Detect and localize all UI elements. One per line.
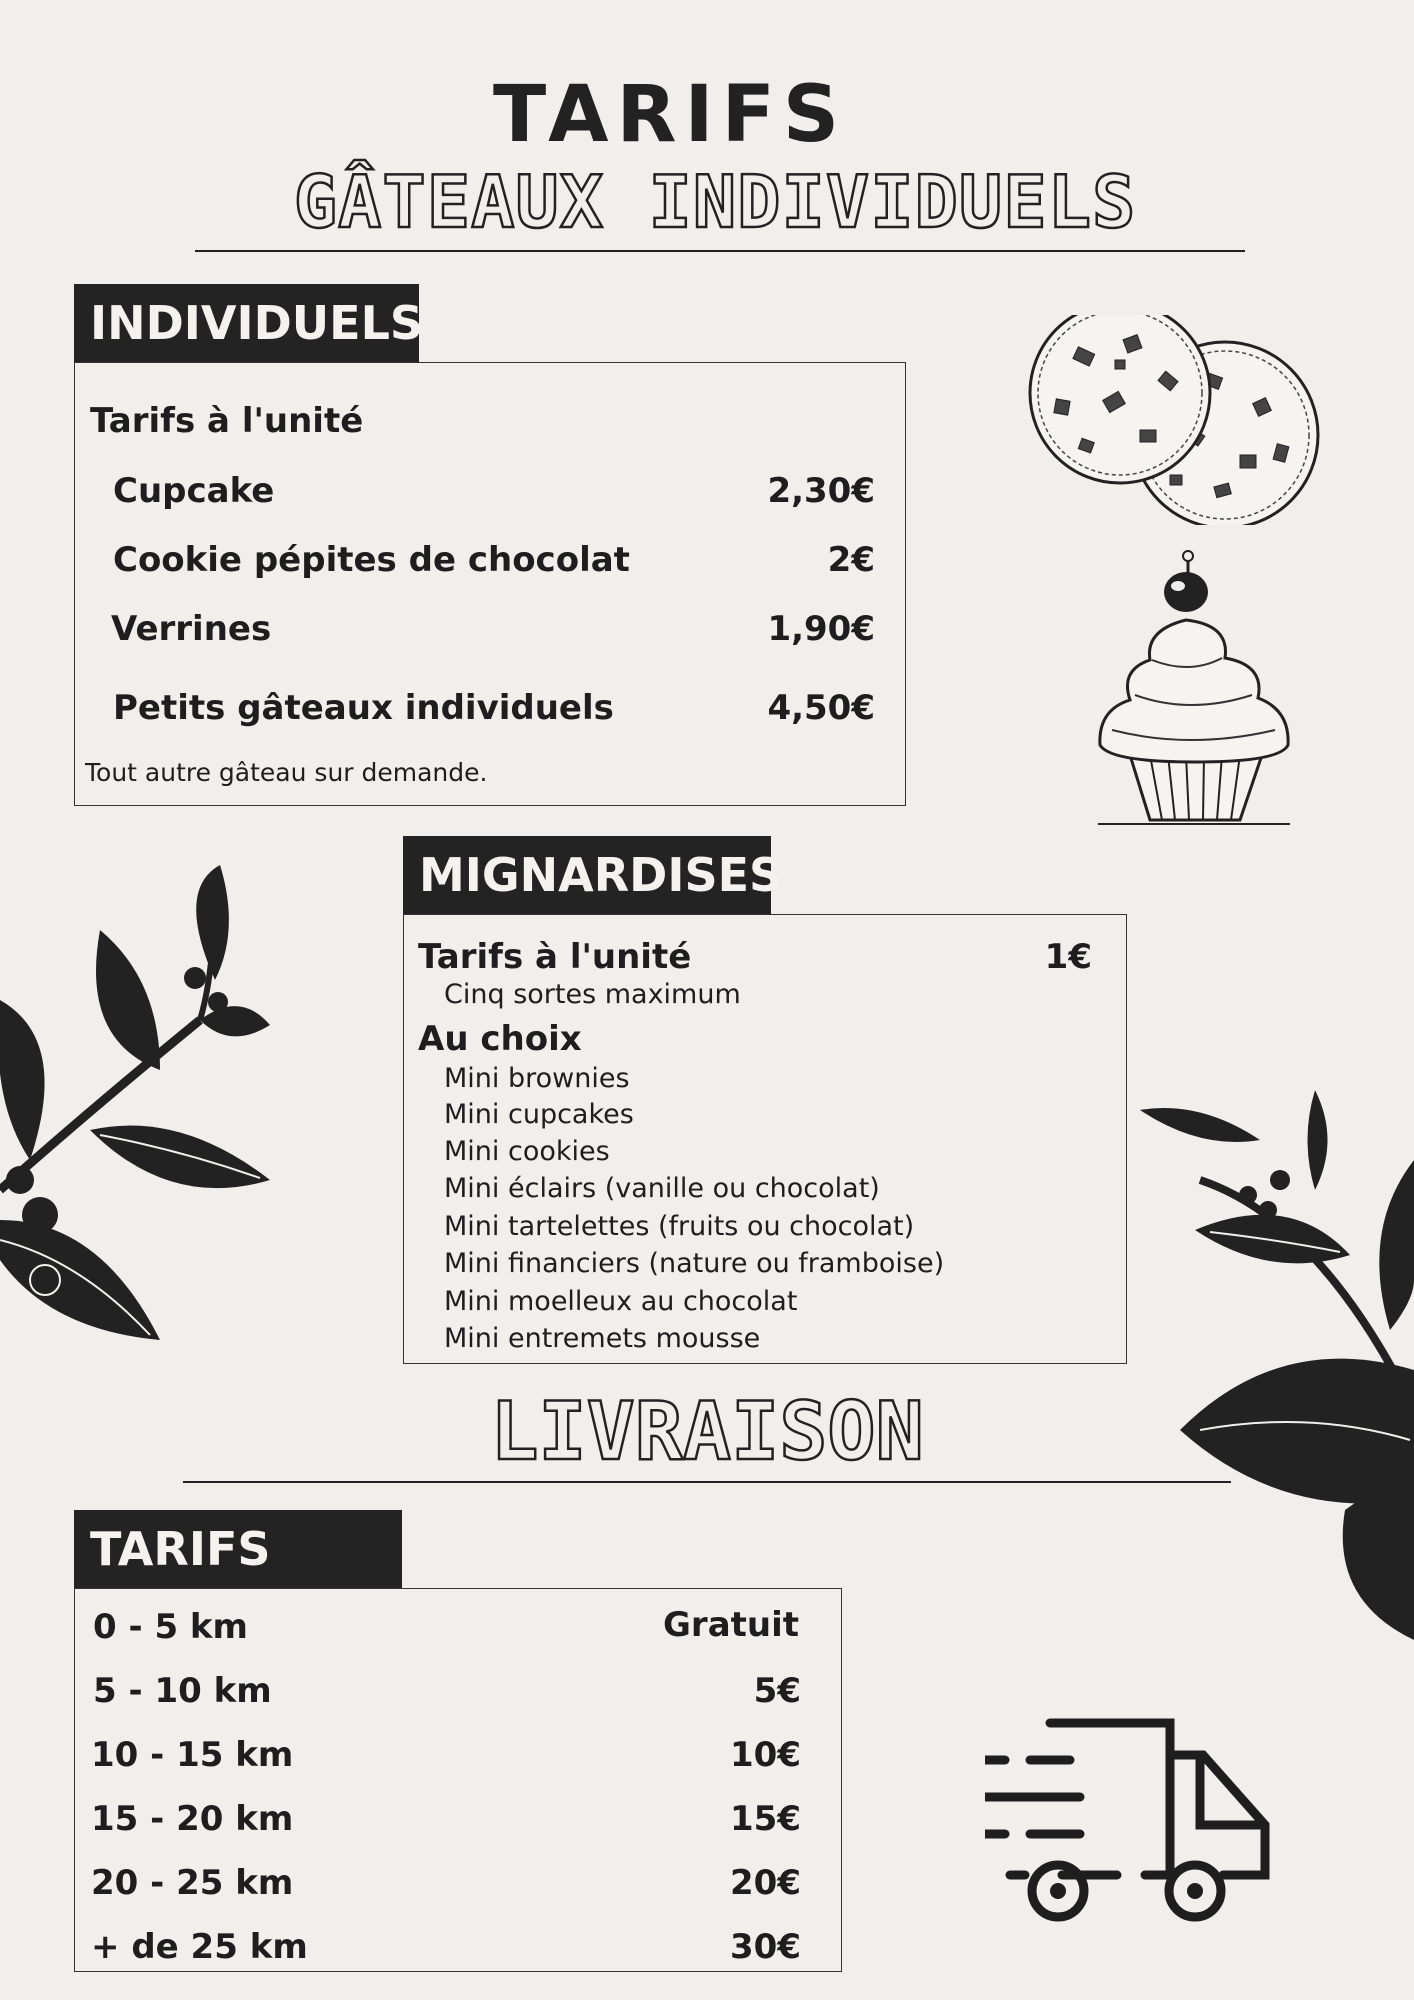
individuels-item-label: Petits gâteaux individuels bbox=[113, 688, 614, 728]
individuels-tag: INDIVIDUELS bbox=[74, 284, 419, 362]
mignardises-choice: Mini financiers (nature ou framboise) bbox=[444, 1248, 945, 1279]
delivery-truck-icon bbox=[985, 1715, 1275, 1930]
individuels-note: Tout autre gâteau sur demande. bbox=[85, 758, 488, 787]
distance-label: + de 25 km bbox=[91, 1927, 308, 1967]
livraison-title: LIVRAISON bbox=[490, 1385, 924, 1478]
mignardises-heading: Tarifs à l'unité bbox=[418, 937, 692, 977]
cupcake-illustration bbox=[1090, 550, 1300, 830]
individuels-item-price: 2,30€ bbox=[767, 471, 875, 511]
individuels-item-price: 1,90€ bbox=[767, 609, 875, 649]
mignardises-choice: Mini moelleux au chocolat bbox=[444, 1286, 798, 1317]
page-subtitle: GÂTEAUX INDIVIDUELS bbox=[293, 160, 1137, 244]
mignardises-choice-heading: Au choix bbox=[418, 1019, 582, 1059]
individuels-box bbox=[74, 362, 906, 806]
individuels-item-label: Cookie pépites de chocolat bbox=[113, 540, 630, 580]
page-title: TARIFS bbox=[492, 70, 848, 160]
individuels-item-price: 2€ bbox=[827, 540, 875, 580]
distance-label: 20 - 25 km bbox=[91, 1863, 294, 1903]
distance-label: 0 - 5 km bbox=[93, 1607, 248, 1647]
leaf-branch-right-icon bbox=[1140, 1080, 1414, 1640]
mignardises-choice: Mini brownies bbox=[444, 1063, 630, 1094]
mignardises-choice: Mini cupcakes bbox=[444, 1099, 634, 1130]
mignardises-box bbox=[403, 914, 1127, 1364]
cookies-illustration bbox=[1010, 315, 1335, 525]
distance-price: Gratuit bbox=[663, 1605, 799, 1645]
mignardises-choice: Mini cookies bbox=[444, 1136, 610, 1167]
distance-price: 15€ bbox=[730, 1799, 801, 1839]
mignardises-choice: Mini entremets mousse bbox=[444, 1323, 761, 1354]
distance-label: 5 - 10 km bbox=[93, 1671, 272, 1711]
title-divider bbox=[195, 250, 1245, 252]
tarifs-box bbox=[74, 1588, 842, 1972]
individuels-item-label: Verrines bbox=[111, 609, 272, 649]
mignardises-sub: Cinq sortes maximum bbox=[444, 979, 741, 1010]
individuels-heading: Tarifs à l'unité bbox=[90, 401, 364, 441]
mignardises-price: 1€ bbox=[1044, 937, 1092, 977]
livraison-divider bbox=[183, 1481, 1231, 1483]
distance-price: 30€ bbox=[730, 1927, 801, 1967]
tarifs-tag: TARIFS bbox=[74, 1510, 402, 1588]
distance-price: 5€ bbox=[753, 1671, 801, 1711]
distance-label: 15 - 20 km bbox=[91, 1799, 294, 1839]
individuels-item-price: 4,50€ bbox=[767, 688, 875, 728]
leaf-branch-left-icon bbox=[0, 860, 280, 1400]
distance-label: 10 - 15 km bbox=[91, 1735, 294, 1775]
distance-price: 20€ bbox=[730, 1863, 801, 1903]
individuels-item-label: Cupcake bbox=[113, 471, 275, 511]
mignardises-choice: Mini tartelettes (fruits ou chocolat) bbox=[444, 1211, 915, 1242]
mignardises-tag: MIGNARDISES bbox=[403, 836, 771, 914]
mignardises-choice: Mini éclairs (vanille ou chocolat) bbox=[444, 1173, 880, 1204]
distance-price: 10€ bbox=[730, 1735, 801, 1775]
